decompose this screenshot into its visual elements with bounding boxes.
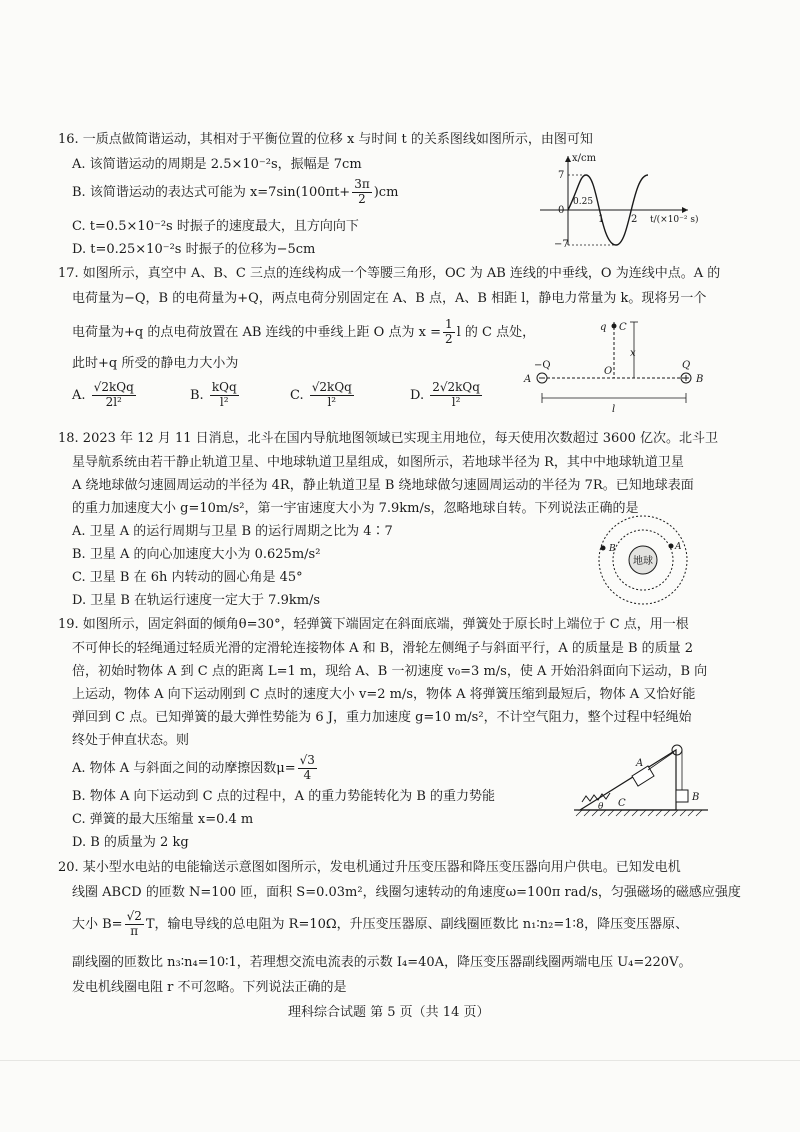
q19-line-4: 上运动，物体 A 向下运动刚到 C 点时的速度大小 v=2 m/s，物体 A 将弹簧压缩到最短后，物体 A 又恰好能 (72, 687, 696, 702)
q16-tick-1: 1 (598, 214, 605, 225)
q16-option-b-pre: B. 该简谐运动的表达式可能为 x=7sin(100πt+ (72, 184, 351, 200)
q17-line-3-frac (443, 318, 455, 347)
q17-option-b-frac (210, 381, 239, 410)
q18-option-b: B. 卫星 A 的向心加速度大小为 0.625m/s² (72, 547, 321, 562)
q20-line-1: 20. 某小型水电站的电能输送示意图如图所示，发电机通过升压变压器和降压变压器向用户供电。已知发电机 (58, 860, 681, 875)
q18-sat-a (669, 544, 674, 549)
q16-option-b-den: 2 (358, 191, 366, 206)
q20-line-3-den: π (130, 923, 139, 938)
q20-line-2: 线圈 ABCD 的匝数 N=100 匝，面积 S=0.03m²，线圈匀速转动的角速度ω=100π rad/s，匀强磁场的磁感应强度 (72, 885, 741, 900)
q17-line-3 (72, 318, 535, 347)
q16-y-top: 7 (558, 170, 565, 181)
q17-fig-c: C (619, 322, 627, 333)
q17-option-b-den: l² (219, 394, 229, 409)
q17-fig-b: B (696, 374, 704, 385)
q17-fig-posq: Q (682, 360, 691, 371)
q18-sat-b-label: B (609, 544, 616, 554)
page-footer: 理科综合试题 第 5 页（共 14 页） (288, 1005, 490, 1020)
q19-fig-c: C (618, 798, 626, 809)
q19-line-6: 终处于伸直状态。则 (72, 733, 190, 748)
q19-option-b: B. 物体 A 向下运动到 C 点的过程中，A 的重力势能转化为 B 的重力势能 (72, 789, 496, 804)
q19-option-a (72, 754, 319, 783)
q20-line-3 (72, 910, 688, 939)
q19-option-a-frac (298, 754, 317, 783)
q17-option-c-label: C. (290, 387, 304, 403)
q16-t-mark: 0.25 (573, 197, 594, 207)
q16-ylabel: x/cm (572, 153, 597, 164)
q16-origin: 0 (558, 205, 565, 216)
q17-option-d-label: D. (410, 387, 425, 403)
q18-line-4: 的重力加速度大小 g=10m/s²，第一宇宙速度大小为 7.9km/s，忽略地球自转。下列说法正确的是 (72, 501, 639, 516)
q19-option-c: C. 弹簧的最大压缩量 x=0.4 m (72, 812, 254, 827)
q17-option-c-num: √2kQq (311, 380, 352, 394)
q19-line-2: 不可伸长的轻绳通过轻质光滑的定滑轮连接物体 A 和 B，滑轮左侧绳子与斜面平行，A 的质量是 B 的质量 2 (72, 641, 694, 656)
q17-option-c (290, 381, 356, 410)
q18-option-c: C. 卫星 B 在 6h 内转动的圆心角是 45° (72, 570, 303, 585)
q17-option-b-label: B. (190, 387, 204, 403)
q19-block-a (632, 766, 654, 786)
q19-fig-a: A (636, 758, 644, 769)
q18-orbit-figure (595, 512, 691, 608)
q17-fig-x: x (630, 348, 636, 359)
q17-line-3-num: 1 (444, 317, 453, 331)
q17-option-b (190, 381, 241, 410)
q16-sine-figure (528, 150, 708, 250)
q17-line-1: 17. 如图所示，真空中 A、B、C 三点的连线构成一个等腰三角形，OC 为 AB 连线的中垂线，O 为连线中点。A 的 (58, 266, 721, 281)
q17-line-2: 电荷量为−Q，B 的电荷量为+Q，两点电荷分别固定在 A、B 点，A、B 相距 l，静电力常量为 k。现将另一个 (72, 291, 707, 306)
q17-option-d-num: 2√2kQq (432, 380, 480, 394)
q17-line-3-post: l 的 C 点处， (456, 324, 536, 340)
q16-option-b-num: 3π (354, 177, 370, 191)
q19-pulley (672, 745, 682, 755)
q17-charge-figure (520, 312, 710, 416)
q17-line-3-den: 2 (444, 331, 453, 346)
q16-option-a: A. 该简谐运动的周期是 2.5×10⁻²s，振幅是 7cm (72, 157, 362, 172)
q16-y-bot: −7 (554, 239, 569, 250)
q20-line-3-frac (125, 910, 144, 939)
q17-option-b-num: kQq (211, 380, 237, 394)
q17-option-d-frac (430, 381, 482, 410)
q18-option-a: A. 卫星 A 的运行周期与卫星 B 的运行周期之比为 4∶7 (72, 524, 393, 539)
q17-option-a-frac (92, 381, 136, 410)
q19-incline (580, 750, 676, 810)
q19-fig-b: B (692, 792, 700, 803)
q17-fig-a: A (524, 374, 532, 385)
q17-fig-q: q (600, 322, 607, 333)
q18-sat-a-label: A (675, 542, 682, 552)
q17-fig-negq: −Q (534, 360, 551, 371)
q19-line-1: 19. 如图所示，固定斜面的倾角θ=30°，轻弹簧下端固定在斜面底端，弹簧处于原长时上端位于 C 点，用一根 (58, 617, 689, 632)
q16-option-c: C. t=0.5×10⁻²s 时振子的速度最大，且方向向下 (72, 219, 359, 234)
q17-option-a-num: √2kQq (93, 380, 134, 394)
q17-option-c-frac (310, 381, 354, 410)
q18-line-2: 星导航系统由若干静止轨道卫星、中地球轨道卫星组成，如图所示，若地球半径为 R，其中中地球轨道卫星 (72, 455, 684, 470)
q16-tick-2: 2 (631, 214, 638, 225)
q19-line-5: 弹回到 C 点。已知弹簧的最大弹性势能为 6 J，重力加速度 g=10 m/s²，不计空气阻力，整个过程中轻绳始 (72, 710, 692, 725)
q18-line-3: A 绕地球做匀速圆周运动的半径为 4R，静止轨道卫星 B 绕地球做匀速圆周运动的半径为 7R。已知地球表面 (72, 478, 694, 493)
q19-option-a-num: √3 (299, 753, 315, 767)
q16-option-b (72, 178, 398, 207)
q18-option-d: D. 卫星 B 在轨运行速度一定大于 7.9km/s (72, 593, 321, 608)
q19-fig-theta: θ (598, 802, 604, 812)
q20-line-3-pre: 大小 B= (72, 916, 123, 932)
q17-option-a (72, 381, 138, 410)
q17-fig-o: O (604, 366, 613, 377)
q17-line-4: 此时+q 所受的静电力大小为 (72, 356, 239, 371)
q16-xlabel: t/(×10⁻² s) (650, 215, 699, 225)
page-bottom-rule (0, 1060, 800, 1061)
q16-stem: 16. 一质点做简谐运动，其相对于平衡位置的位移 x 与时间 t 的关系图线如图所示，由图可知 (58, 132, 593, 147)
q17-option-c-den: l² (327, 394, 337, 409)
q17-option-a-label: A. (72, 387, 86, 403)
q17-option-a-den: 2l² (105, 394, 122, 409)
q19-block-b (676, 790, 688, 802)
q19-line-3: 倍，初始时物体 A 到 C 点的距离 L=1 m，现给 A、B 一初速度 v₀=3 m/s，使 A 开始沿斜面向下运动，B 向 (72, 664, 708, 679)
q19-option-d: D. B 的质量为 2 kg (72, 835, 189, 850)
q20-line-4: 副线圈的匝数比 n₃∶n₄=10∶1，若理想交流电流表的示数 I₄=40A，降压变压器副线圈两端电压 U₄=220V。 (72, 955, 692, 970)
q16-option-b-frac (352, 178, 372, 207)
q16-option-b-post: )cm (373, 184, 399, 200)
q19-option-a-pre: A. 物体 A 与斜面之间的动摩擦因数μ= (72, 760, 296, 776)
q17-line-3-pre: 电荷量为+q 的点电荷放置在 AB 连线的中垂线上距 O 点为 x = (72, 324, 441, 340)
q17-charge-c (612, 324, 617, 329)
q19-incline-figure (568, 736, 718, 826)
q18-line-1: 18. 2023 年 12 月 11 日消息，北斗在国内导航地图领域已实现主用地位，每天使用次数超过 3600 亿次。北斗卫 (58, 431, 718, 446)
q18-sat-b (601, 546, 606, 551)
q17-option-d-den: l² (451, 394, 461, 409)
q16-option-d: D. t=0.25×10⁻²s 时振子的位移为−5cm (72, 242, 316, 257)
q17-option-d (410, 381, 484, 410)
q19-option-a-den: 4 (303, 767, 312, 782)
q17-fig-l: l (612, 404, 616, 415)
q20-line-3-num: √2 (126, 909, 142, 923)
q20-line-3-post: T，输电导线的总电阻为 R=10Ω，升压变压器原、副线圈匝数比 n₁∶n₂=1∶8，降压变压器原、 (145, 916, 689, 932)
q18-earth-label: 地球 (633, 556, 653, 567)
q20-line-5: 发电机线圈电阻 r 不可忽略。下列说法正确的是 (72, 980, 347, 995)
